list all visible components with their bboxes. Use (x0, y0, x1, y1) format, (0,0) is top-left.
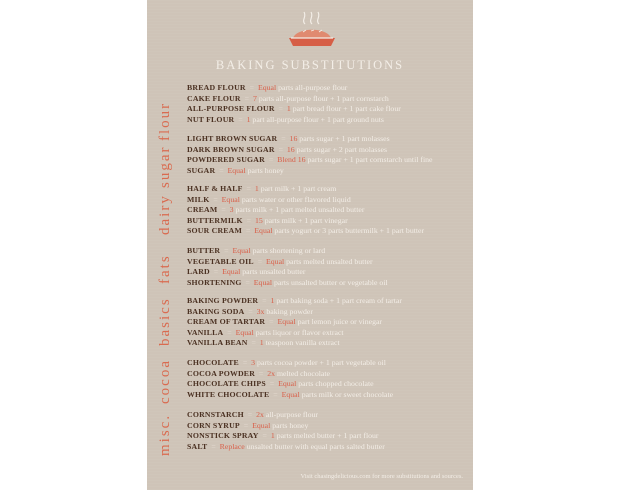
ingredient-name: WHITE CHOCOLATE (187, 389, 270, 399)
substitution-row: NONSTICK SPRAY = 1 parts melted butter + 1 part flour (187, 431, 379, 441)
substitution-text: parts honey (247, 165, 284, 175)
substitution-text: parts shortening or lard (252, 246, 326, 255)
substitution-amount: 15 (254, 215, 263, 225)
ingredient-name: HALF & HALF (187, 184, 243, 193)
substitution-amount: Equal (257, 83, 277, 92)
substitution-text: parts all-purpose flour (278, 83, 348, 92)
substitution-row: LARD = Equal parts unsalted butter (187, 267, 306, 277)
substitution-row: HALF & HALF = 1 part milk + 1 part cream (187, 184, 337, 193)
ingredient-name: NUT FLOUR (187, 114, 235, 124)
substitution-row: SALT = Replace unsalted butter with equal parts salted butter (187, 441, 385, 451)
ingredient-name: VANILLA BEAN (187, 338, 248, 348)
substitution-row: VEGETABLE OIL = Equal parts melted unsalted butter (187, 256, 373, 266)
page-title: BAKING SUBSTITUTIONS (215, 58, 405, 72)
substitution-amount: Equal (221, 194, 240, 204)
substitution-amount: 1 (270, 431, 275, 441)
category-label: cocoa (157, 359, 173, 404)
substitution-row: BAKING POWDER = 1 part baking soda + 1 part cream of tartar (187, 296, 402, 305)
ingredient-name: CREAM OF TARTAR (187, 317, 266, 327)
substitution-amount: 3 (229, 205, 234, 215)
substitution-text: parts sugar + 1 part cornstarch until fine (307, 155, 433, 165)
substitution-text: parts unsalted butter (242, 267, 306, 277)
ingredient-name: BAKING POWDER (187, 296, 259, 305)
substitution-row: CORN SYRUP = Equal parts honey (187, 420, 309, 430)
substitution-amount: 1 (259, 338, 264, 348)
substitution-amount: 3x (256, 306, 265, 316)
substitution-text: unsalted butter with equal parts salted butter (246, 441, 385, 451)
ingredient-name: CORNSTARCH (187, 410, 244, 419)
substitution-amount: Equal (278, 379, 297, 389)
ingredient-name: SOUR CREAM (187, 226, 243, 236)
substitution-text: parts milk or sweet chocolate (301, 389, 394, 399)
substitution-amount: Equal (222, 267, 241, 277)
ingredient-name: BREAD FLOUR (187, 83, 246, 92)
substitution-text: part milk + 1 part cream (260, 184, 337, 193)
substitution-text: parts melted unsalted butter (286, 256, 373, 266)
substitution-row: CREAM = 3 parts milk + 1 part melted unsalted butter (187, 205, 365, 215)
substitution-amount: 2x (267, 368, 276, 378)
substitution-text: parts water or other flavored liquid (241, 194, 351, 204)
substitution-text: part baking soda + 1 part cream of tartar (276, 296, 402, 305)
category-label: basics (157, 297, 173, 346)
ingredient-name: POWDERED SUGAR (187, 155, 265, 165)
substitution-text: part lemon juice or vinegar (297, 317, 383, 327)
substitution-row: COCOA POWDER = 2x melted chocolate (187, 368, 331, 378)
substitution-row: LIGHT BROWN SUGAR = 16 parts sugar + 1 part molasses (187, 134, 390, 143)
substitution-amount: 2x (256, 410, 264, 419)
substitution-amount: Equal (254, 226, 273, 236)
category-label: misc. (157, 413, 173, 456)
ingredient-name: SHORTENING (187, 277, 242, 287)
substitution-text: all-purpose flour (265, 410, 319, 419)
ingredient-name: BUTTER (187, 246, 221, 255)
ingredient-name: CREAM (187, 205, 218, 215)
category-label: fats (157, 254, 173, 284)
substitution-row: VANILLA BEAN = 1 teaspoon vanilla extract (187, 338, 340, 348)
substitution-amount: Equal (266, 256, 285, 266)
substitution-amount: 16 (286, 144, 295, 154)
ingredient-name: CHOCOLATE (187, 358, 239, 367)
ingredient-name: VANILLA (187, 327, 224, 337)
ingredient-name: SUGAR (187, 165, 216, 175)
category-label: sugar (157, 145, 173, 188)
substitution-amount: 7 (252, 93, 257, 103)
substitution-text: baking powder (266, 306, 313, 316)
substitution-row: SHORTENING = Equal parts unsalted butter or vegetable oil (187, 277, 388, 287)
substitution-amount: Equal (252, 420, 271, 430)
ingredient-name: LARD (187, 267, 210, 277)
ingredient-name: VEGETABLE OIL (187, 256, 254, 266)
substitution-text: parts melted butter + 1 part flour (276, 431, 379, 441)
substitution-row: CORNSTARCH = 2x all-purpose flour (187, 410, 319, 419)
substitution-row: SOUR CREAM = Equal parts yogurt or 3 parts buttermilk + 1 part butter (187, 226, 425, 236)
pie-icon (287, 10, 337, 54)
substitution-text: parts yogurt or 3 parts buttermilk + 1 part butter (274, 226, 425, 236)
substitution-row: CHOCOLATE = 3 parts cocoa powder + 1 part vegetable oil (187, 358, 386, 367)
ingredient-name: SALT (187, 441, 208, 451)
substitution-text: melted chocolate (276, 368, 331, 378)
substitution-row: BAKING SODA = 3x baking powder (187, 306, 313, 316)
ingredient-name: CORN SYRUP (187, 420, 240, 430)
substitution-text: parts milk + 1 part vinegar (264, 215, 348, 225)
substitution-row: BUTTERMILK = 15 parts milk + 1 part vinegar (187, 215, 348, 225)
ingredient-name: CHOCOLATE CHIPS (187, 379, 266, 389)
substitution-text: parts unsalted butter or vegetable oil (273, 277, 388, 287)
substitution-text: parts chopped chocolate (298, 379, 374, 389)
ingredient-name: DARK BROWN SUGAR (187, 144, 275, 154)
substitution-amount: 3 (251, 358, 256, 367)
substitution-row: MILK = Equal parts water or other flavored liquid (187, 194, 351, 204)
ingredient-name: BUTTERMILK (187, 215, 243, 225)
substitution-text: part all-purpose flour + 1 part ground nuts (252, 114, 384, 124)
substitution-amount: Blend 16 (277, 155, 306, 165)
category-label: flour (157, 101, 173, 141)
ingredient-name: ALL-PURPOSE FLOUR (187, 104, 275, 114)
substitution-amount: 16 (289, 134, 298, 143)
substitution-amount: 1 (254, 184, 259, 193)
substitution-row: VANILLA = Equal parts liquor or flavor extract (187, 327, 344, 337)
substitution-text: parts milk + 1 part melted unsalted butter (235, 205, 365, 215)
substitution-amount: Equal (232, 246, 251, 255)
category-label: dairy (157, 194, 173, 235)
substitution-text: parts honey (272, 420, 309, 430)
substitution-amount: Equal (253, 277, 272, 287)
substitution-amount: 1 (286, 104, 291, 114)
substitution-row: CHOCOLATE CHIPS = Equal parts chopped chocolate (187, 379, 374, 389)
ingredient-name: BAKING SODA (187, 306, 245, 316)
substitution-amount: 1 (246, 114, 251, 124)
substitution-text: parts cocoa powder + 1 part vegetable oil (256, 358, 386, 367)
substitution-amount: Equal (281, 389, 300, 399)
substitution-text: parts liquor or flavor extract (255, 327, 344, 337)
substitution-amount: Equal (277, 317, 296, 327)
substitution-row: SUGAR = Equal parts honey (187, 165, 284, 175)
substitution-row: POWDERED SUGAR = Blend 16 parts sugar + 1 part cornstarch until fine (187, 155, 433, 165)
substitution-row: CREAM OF TARTAR = Equal part lemon juice or vinegar (187, 317, 383, 327)
ingredient-name: CAKE FLOUR (187, 93, 241, 103)
substitution-row: BUTTER = Equal parts shortening or lard (187, 246, 326, 255)
substitution-row: DARK BROWN SUGAR = 16 parts sugar + 2 part molasses (187, 144, 387, 154)
substitution-text: part bread flour + 1 part cake flour (292, 104, 401, 114)
substitution-row: CAKE FLOUR = 7 parts all-purpose flour + 1 part cornstarch (187, 93, 389, 103)
footer-note: Visit chasingdelicious.com for more substitutions and sources. (300, 473, 463, 480)
substitution-row: WHITE CHOCOLATE = Equal parts milk or sweet chocolate (187, 389, 394, 399)
substitution-amount: 1 (270, 296, 275, 305)
substitution-row: BREAD FLOUR = Equal parts all-purpose flour (187, 83, 348, 92)
substitution-text: parts all-purpose flour + 1 part cornstarch (258, 93, 389, 103)
substitution-text: parts sugar + 2 part molasses (296, 144, 387, 154)
ingredient-name: COCOA POWDER (187, 368, 256, 378)
ingredient-name: LIGHT BROWN SUGAR (187, 134, 278, 143)
ingredient-name: NONSTICK SPRAY (187, 431, 259, 441)
substitution-row: ALL-PURPOSE FLOUR = 1 part bread flour + 1 part cake flour (187, 104, 401, 114)
substitution-amount: Replace (219, 441, 245, 451)
substitution-amount: Equal (235, 327, 254, 337)
substitutions-card (147, 0, 473, 490)
substitution-amount: Equal (227, 165, 246, 175)
substitution-text: parts sugar + 1 part molasses (299, 134, 390, 143)
ingredient-name: MILK (187, 194, 210, 204)
substitution-row: NUT FLOUR = 1 part all-purpose flour + 1 part ground nuts (187, 114, 384, 124)
substitution-text: teaspoon vanilla extract (265, 338, 340, 348)
